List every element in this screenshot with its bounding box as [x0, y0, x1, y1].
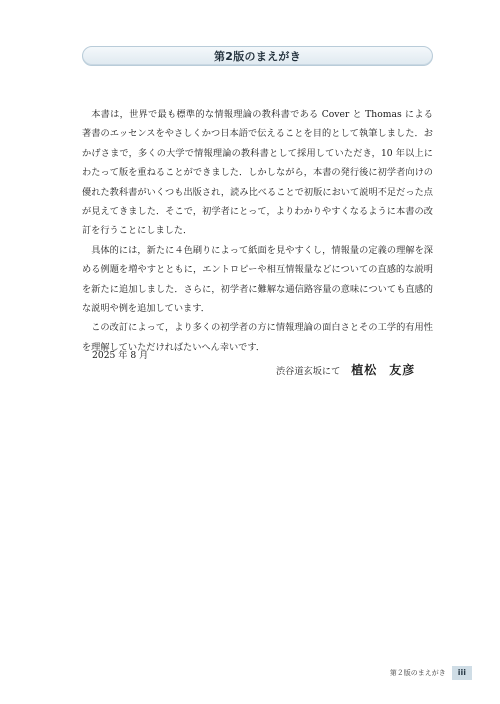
page-title: 第2版のまえがき [213, 50, 302, 63]
footer-section-title: 第２版のまえがき [389, 669, 446, 677]
preface-date: 2025 年 8 月 [92, 350, 149, 361]
paragraph-2: 具体的には，新たに４色刷りによって紙面を見やすくし，情報量の定義の理解を深める例題を増やすとともに，エントロピーや相互情報量などについての直感的な説明を新たに追加しました．さらに，初学者に難解な通信路容量の意味についても直感的な説明や例を追加しています． [82, 244, 433, 315]
author-given-name: 友彦 [389, 363, 416, 377]
page-footer [390, 666, 472, 680]
paragraph-1: 本書は，世界で最も標準的な情報理論の教科書である Cover と Thomas による著書のエッセンスをやさしくかつ日本語で伝えることを目的として執筆しました．おかげさまで，多くの大学で情報理論の教科書として採用していただき，10 年以上にわたって版を重ねることができました．しかしながら，本書の発行後に初学者向けの優れた教科書がいくつも出版され，読み比べることで初版において説明不足だった点が見えてきました．そこで，初学者にとって，よりわかりやすくなるように本書の改訂を行うことにしました． [82, 109, 433, 237]
author-surname: 植松 [351, 363, 378, 377]
page-number: iii [452, 666, 472, 680]
signature-place: 渋谷道玄坂にて [276, 366, 341, 377]
author-name [351, 363, 415, 377]
author-signature [276, 361, 415, 378]
section-header-bar [82, 46, 433, 66]
paragraph-3: この改訂によって，より多くの初学者の方に情報理論の面白さとその工学的有用性を理解していただければたいへん幸いです． [82, 322, 433, 353]
preface-body [82, 105, 433, 357]
